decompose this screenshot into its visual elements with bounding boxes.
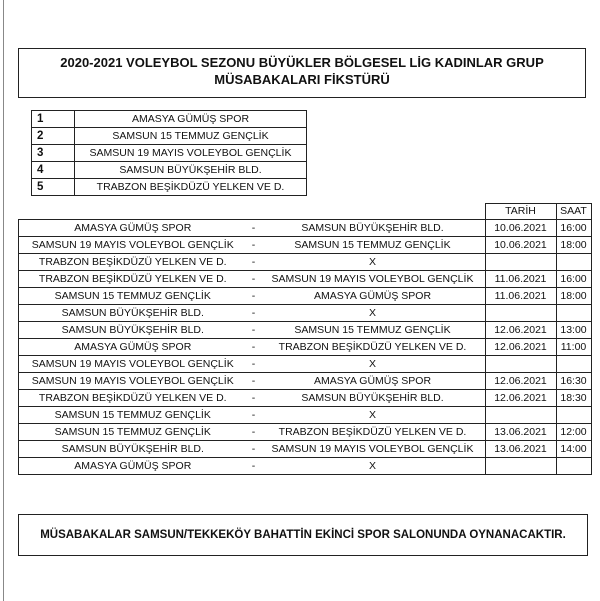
team-row <box>32 179 307 196</box>
fixture-row <box>19 271 592 288</box>
match-separator: - <box>247 339 261 356</box>
match-time: 11:00 <box>556 339 591 356</box>
team-number: 4 <box>32 162 75 179</box>
match-away-team: TRABZON BEŞİKDÜZÜ YELKEN VE D. <box>261 424 486 441</box>
match-home-team: AMASYA GÜMÜŞ SPOR <box>19 458 247 475</box>
fixture-row <box>19 237 592 254</box>
team-name: SAMSUN 19 MAYIS VOLEYBOL GENÇLİK <box>75 145 307 162</box>
match-separator: - <box>247 407 261 424</box>
match-away-team: SAMSUN 15 TEMMUZ GENÇLİK <box>261 322 486 339</box>
match-date: 13.06.2021 <box>485 441 556 458</box>
title-box <box>18 48 586 98</box>
team-row <box>32 111 307 128</box>
team-name: TRABZON BEŞİKDÜZÜ YELKEN VE D. <box>75 179 307 196</box>
match-separator: - <box>247 220 261 237</box>
fixture-row <box>19 254 592 271</box>
title-line-2: MÜSABAKALARI FİKSTÜRÜ <box>214 72 390 87</box>
match-time <box>556 356 591 373</box>
match-home-team: AMASYA GÜMÜŞ SPOR <box>19 220 247 237</box>
fixture-row <box>19 390 592 407</box>
match-date: 11.06.2021 <box>485 288 556 305</box>
fixture-row <box>19 441 592 458</box>
header-date: TARİH <box>485 204 556 220</box>
match-time <box>556 254 591 271</box>
match-away-team: SAMSUN 15 TEMMUZ GENÇLİK <box>261 237 486 254</box>
match-home-team: SAMSUN BÜYÜKŞEHİR BLD. <box>19 322 247 339</box>
match-away-team: X <box>261 356 486 373</box>
match-date <box>485 356 556 373</box>
title-line-1: 2020-2021 VOLEYBOL SEZONU BÜYÜKLER BÖLGESEL LİG KADINLAR GRUP <box>60 55 544 70</box>
teams-table <box>31 110 307 196</box>
team-row <box>32 128 307 145</box>
teams-table-body <box>32 111 307 196</box>
team-name: AMASYA GÜMÜŞ SPOR <box>75 111 307 128</box>
match-time: 16:00 <box>556 220 591 237</box>
match-separator: - <box>247 424 261 441</box>
header-blank-home <box>19 204 247 220</box>
fixture-row <box>19 322 592 339</box>
match-date: 12.06.2021 <box>485 390 556 407</box>
match-separator: - <box>247 441 261 458</box>
match-time <box>556 458 591 475</box>
match-time <box>556 407 591 424</box>
fixture-row <box>19 458 592 475</box>
match-separator: - <box>247 288 261 305</box>
match-date <box>485 254 556 271</box>
fixture-row <box>19 220 592 237</box>
team-name: SAMSUN BÜYÜKŞEHİR BLD. <box>75 162 307 179</box>
match-home-team: SAMSUN 15 TEMMUZ GENÇLİK <box>19 407 247 424</box>
match-date <box>485 458 556 475</box>
match-date <box>485 407 556 424</box>
match-away-team: X <box>261 254 486 271</box>
match-separator: - <box>247 322 261 339</box>
team-row <box>32 162 307 179</box>
match-away-team: SAMSUN BÜYÜKŞEHİR BLD. <box>261 220 486 237</box>
fixture-row <box>19 305 592 322</box>
match-home-team: TRABZON BEŞİKDÜZÜ YELKEN VE D. <box>19 254 247 271</box>
match-home-team: AMASYA GÜMÜŞ SPOR <box>19 339 247 356</box>
match-date: 13.06.2021 <box>485 424 556 441</box>
match-separator: - <box>247 458 261 475</box>
match-time: 18:00 <box>556 237 591 254</box>
venue-note: MÜSABAKALAR SAMSUN/TEKKEKÖY BAHATTİN EKİNCİ SPOR SALONUNDA OYNANACAKTIR. <box>18 514 588 556</box>
match-time: 16:00 <box>556 271 591 288</box>
match-home-team: SAMSUN 19 MAYIS VOLEYBOL GENÇLİK <box>19 373 247 390</box>
match-away-team: AMASYA GÜMÜŞ SPOR <box>261 288 486 305</box>
fixture-row <box>19 339 592 356</box>
header-blank-away <box>261 204 486 220</box>
fixture-row <box>19 424 592 441</box>
fixture-table <box>18 203 592 475</box>
fixture-row <box>19 356 592 373</box>
match-home-team: SAMSUN 15 TEMMUZ GENÇLİK <box>19 424 247 441</box>
match-date: 12.06.2021 <box>485 322 556 339</box>
match-time: 18:00 <box>556 288 591 305</box>
match-time: 12:00 <box>556 424 591 441</box>
match-date: 10.06.2021 <box>485 220 556 237</box>
match-separator: - <box>247 271 261 288</box>
fixture-row <box>19 373 592 390</box>
team-name: SAMSUN 15 TEMMUZ GENÇLİK <box>75 128 307 145</box>
header-blank-sep <box>247 204 261 220</box>
match-away-team: AMASYA GÜMÜŞ SPOR <box>261 373 486 390</box>
match-separator: - <box>247 373 261 390</box>
match-time: 18:30 <box>556 390 591 407</box>
match-separator: - <box>247 254 261 271</box>
fixture-row <box>19 407 592 424</box>
team-number: 2 <box>32 128 75 145</box>
fixture-row <box>19 288 592 305</box>
team-number: 3 <box>32 145 75 162</box>
match-away-team: X <box>261 305 486 322</box>
match-time: 13:00 <box>556 322 591 339</box>
match-away-team: X <box>261 458 486 475</box>
match-home-team: SAMSUN BÜYÜKŞEHİR BLD. <box>19 441 247 458</box>
team-number: 1 <box>32 111 75 128</box>
match-date: 12.06.2021 <box>485 339 556 356</box>
team-row <box>32 145 307 162</box>
page-edge-line <box>3 0 4 601</box>
match-date <box>485 305 556 322</box>
match-home-team: TRABZON BEŞİKDÜZÜ YELKEN VE D. <box>19 390 247 407</box>
match-away-team: X <box>261 407 486 424</box>
match-home-team: SAMSUN BÜYÜKŞEHİR BLD. <box>19 305 247 322</box>
match-separator: - <box>247 237 261 254</box>
match-date: 11.06.2021 <box>485 271 556 288</box>
match-date: 10.06.2021 <box>485 237 556 254</box>
match-time: 14:00 <box>556 441 591 458</box>
match-away-team: SAMSUN 19 MAYIS VOLEYBOL GENÇLİK <box>261 271 486 288</box>
match-home-team: SAMSUN 15 TEMMUZ GENÇLİK <box>19 288 247 305</box>
fixture-header-row <box>19 204 592 220</box>
match-time: 16:30 <box>556 373 591 390</box>
match-home-team: SAMSUN 19 MAYIS VOLEYBOL GENÇLİK <box>19 237 247 254</box>
match-away-team: SAMSUN BÜYÜKŞEHİR BLD. <box>261 390 486 407</box>
match-away-team: SAMSUN 19 MAYIS VOLEYBOL GENÇLİK <box>261 441 486 458</box>
match-date: 12.06.2021 <box>485 373 556 390</box>
team-number: 5 <box>32 179 75 196</box>
header-time: SAAT <box>556 204 591 220</box>
match-home-team: TRABZON BEŞİKDÜZÜ YELKEN VE D. <box>19 271 247 288</box>
match-separator: - <box>247 356 261 373</box>
match-separator: - <box>247 390 261 407</box>
match-away-team: TRABZON BEŞİKDÜZÜ YELKEN VE D. <box>261 339 486 356</box>
fixture-table-body <box>19 220 592 475</box>
match-time <box>556 305 591 322</box>
match-separator: - <box>247 305 261 322</box>
match-home-team: SAMSUN 19 MAYIS VOLEYBOL GENÇLİK <box>19 356 247 373</box>
